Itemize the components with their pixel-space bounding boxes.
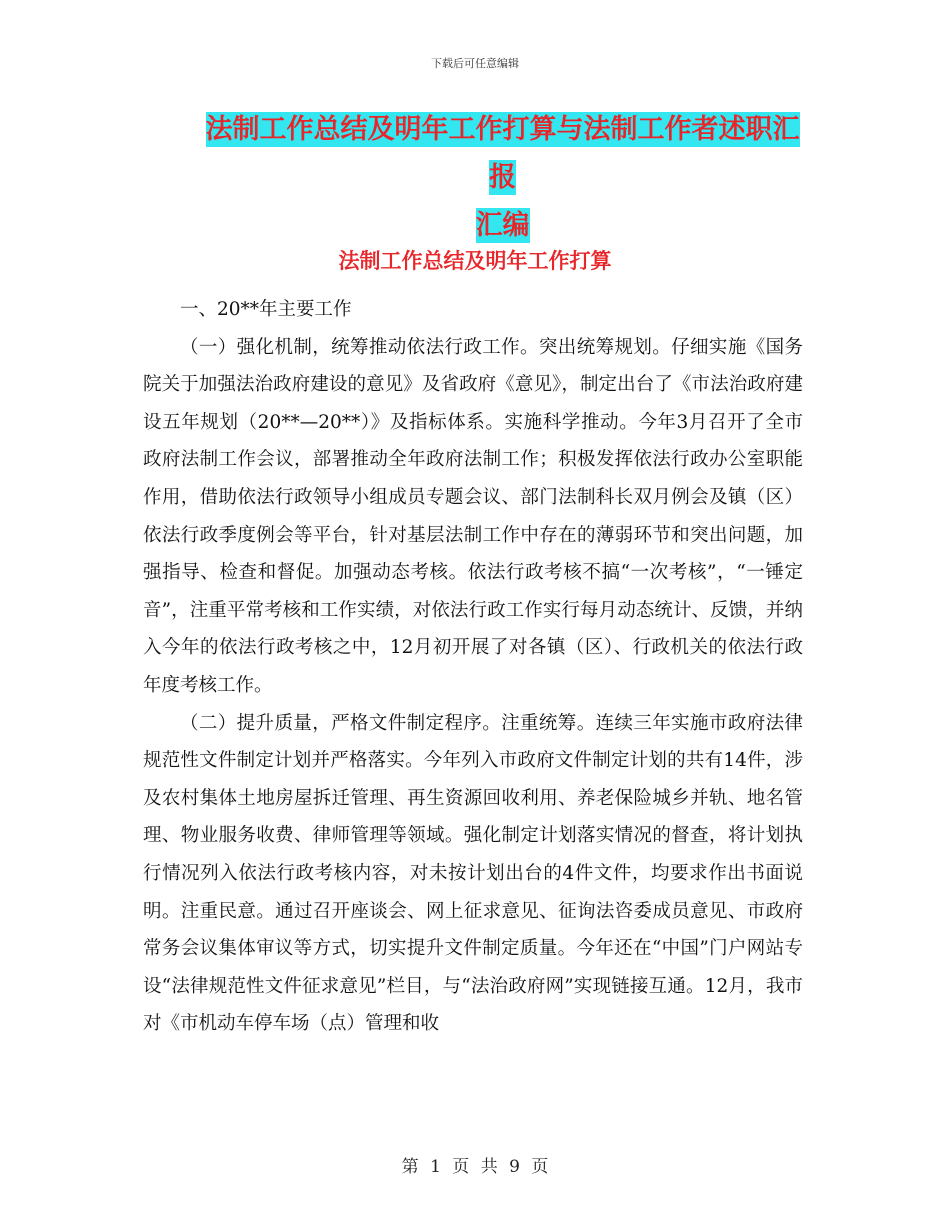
document-title-line1: 法制工作总结及明年工作打算与法制工作者述职汇报 [205,114,800,193]
document-body [143,291,803,1043]
document-title [195,106,810,250]
page-footer: 第 1 页 共 9 页 [401,1157,549,1177]
section-title: 法制工作总结及明年工作打算 [338,249,612,273]
document-title-line2: 汇编 [475,210,530,241]
paragraph-1: （一）强化机制，统筹推动依法行政工作。突出统筹规划。仔细实施《国务院关于加强法治政府建设的意见》及省政府《意见》，制定出台了《市法治政府建设五年规划（20**—20**）》及指标体系。实施科学推动。今年3月召开了全市政府法制工作会议，部署推动全年政府法制工作；积极发挥依法行政办公室职能作用，借助依法行政领导小组成员专题会议、部门法制科长双月例会及镇（区）依法行政季度例会等平台，针对基层法制工作中存在的薄弱环节和突出问题，加强指导、检查和督促。加强动态考核。依法行政考核不搞“一次考核”，“一锤定音”，注重平常考核和工作实绩，对依法行政工作实行每月动态统计、反馈，并纳入今年的依法行政考核之中，12月初开展了对各镇（区）、行政机关的依法行政年度考核工作。 [143,336,803,696]
paragraph-2: （二）提升质量，严格文件制定程序。注重统筹。连续三年实施市政府法律规范性文件制定计划并严格落实。今年列入市政府文件制定计划的共有14件，涉及农村集体土地房屋拆迁管理、再生资源回收利用、养老保险城乡并轨、地名管理、物业服务收费、律师管理等领域。强化制定计划落实情况的督查，将计划执行情况列入依法行政考核内容，对未按计划出台的4件文件，均要求作出书面说明。注重民意。通过召开座谈会、网上征求意见、征询法咨委成员意见、市政府常务会议集体审议等方式，切实提升文件制定质量。今年还在“中国”门户网站专设“法律规范性文件征求意见”栏目，与“法治政府网”实现链接互通。12月，我市对《市机动车停车场（点）管理和收 [143,712,803,1035]
header-note: 下载后可任意编辑 [431,57,519,70]
heading-main-work: 一、20**年主要工作 [180,299,352,320]
